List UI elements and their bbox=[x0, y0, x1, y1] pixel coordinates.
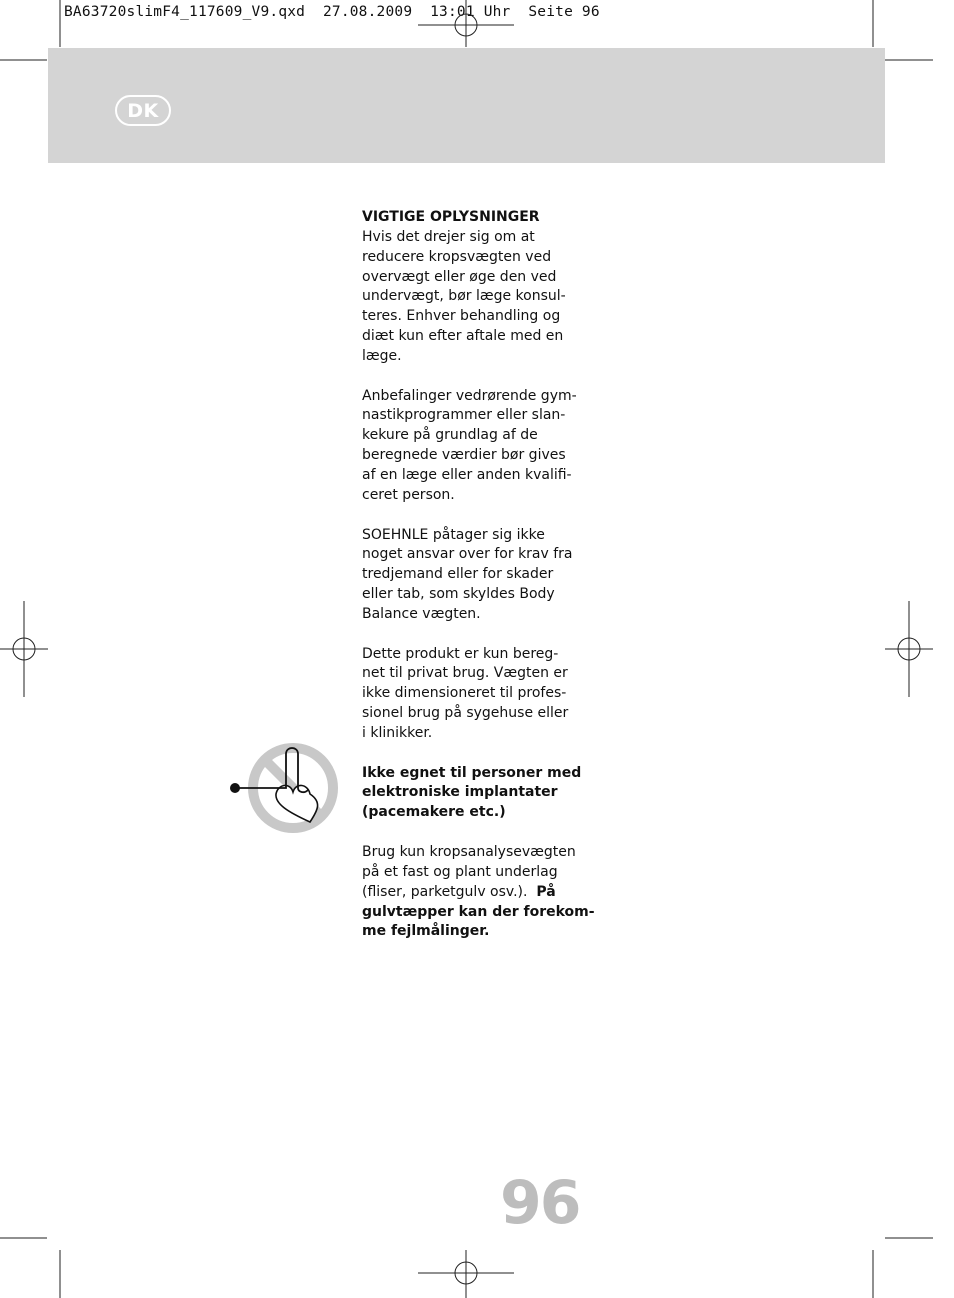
para2-line: beregnede værdier bør gives bbox=[362, 447, 566, 464]
para1-line: overvægt eller øge den ved bbox=[362, 268, 557, 285]
para3-line: eller tab, som skyldes Body bbox=[362, 586, 555, 603]
no-pacemaker-icon bbox=[222, 738, 342, 838]
para1-line: teres. Enhver behandling og bbox=[362, 308, 561, 325]
para1-line: diæt kun efter aftale med en bbox=[362, 328, 564, 345]
liability-paragraph bbox=[362, 526, 577, 625]
para4-line: ikke dimensioneret til profes- bbox=[362, 685, 567, 702]
para6-line: Brug kun kropsanalysevægten bbox=[362, 844, 576, 860]
private-use-paragraph bbox=[362, 645, 577, 744]
para6-bold-line: me fejlmålinger. bbox=[362, 923, 490, 940]
file-slug-line: BA63720slimF4_117609_V9.qxd 27.08.2009 13:01 Uhr Seite 96 bbox=[64, 4, 600, 20]
recommendations-paragraph bbox=[362, 387, 577, 506]
para2-line: kekure på grundlag af de bbox=[362, 427, 538, 444]
para4-line: sionel brug på sygehuse eller bbox=[362, 705, 569, 722]
para3-line: Balance vægten. bbox=[362, 605, 481, 622]
para2-line: nastikprogrammer eller slan- bbox=[362, 407, 566, 424]
warning-line: Ikke egnet til personer med bbox=[362, 764, 582, 781]
warning-line: (pacemakere etc.) bbox=[362, 804, 506, 821]
para4-line: i klinikker. bbox=[362, 724, 433, 741]
para3-line: tredjemand eller for skader bbox=[362, 566, 554, 583]
language-badge: DK bbox=[115, 95, 171, 126]
para6-bold-part: På bbox=[536, 883, 556, 900]
para3-line: SOEHNLE påtager sig ikke bbox=[362, 526, 545, 543]
para6-mixed-line bbox=[362, 883, 577, 903]
registration-mark-left-icon bbox=[0, 601, 48, 697]
page-number: 96 bbox=[500, 1168, 580, 1238]
para2-line: ceret person. bbox=[362, 486, 455, 503]
registration-mark-top-icon bbox=[418, 0, 514, 47]
heading: VIGTIGE OPLYSNINGER bbox=[362, 209, 540, 225]
para2-line: af en læge eller anden kvalifi- bbox=[362, 466, 572, 483]
para6-bold-line: gulvtæpper kan der forekom- bbox=[362, 903, 595, 920]
para4-line: net til privat brug. Vægten er bbox=[362, 665, 568, 682]
section-heading bbox=[362, 208, 577, 367]
para1-line: Hvis det drejer sig om at bbox=[362, 228, 535, 245]
para2-line: Anbefalinger vedrørende gym- bbox=[362, 387, 577, 404]
registration-mark-bottom-icon bbox=[418, 1250, 514, 1298]
para3-line: noget ansvar over for krav fra bbox=[362, 546, 573, 563]
warning-line: elektroniske implantater bbox=[362, 784, 558, 801]
registration-mark-right-icon bbox=[885, 601, 933, 697]
para6-line: på et fast og plant underlag bbox=[362, 863, 558, 880]
surface-paragraph bbox=[362, 843, 595, 942]
para6-normal-part: (fliser, parketgulv osv.). bbox=[362, 883, 528, 900]
para1-line: reducere kropsvægten ved bbox=[362, 248, 552, 265]
para4-line: Dette produkt er kun bereg- bbox=[362, 645, 559, 662]
pacemaker-warning bbox=[362, 764, 582, 824]
important-information-column bbox=[362, 208, 595, 962]
para1-line: undervægt, bør læge konsul- bbox=[362, 288, 566, 305]
para1-line: læge. bbox=[362, 347, 402, 364]
